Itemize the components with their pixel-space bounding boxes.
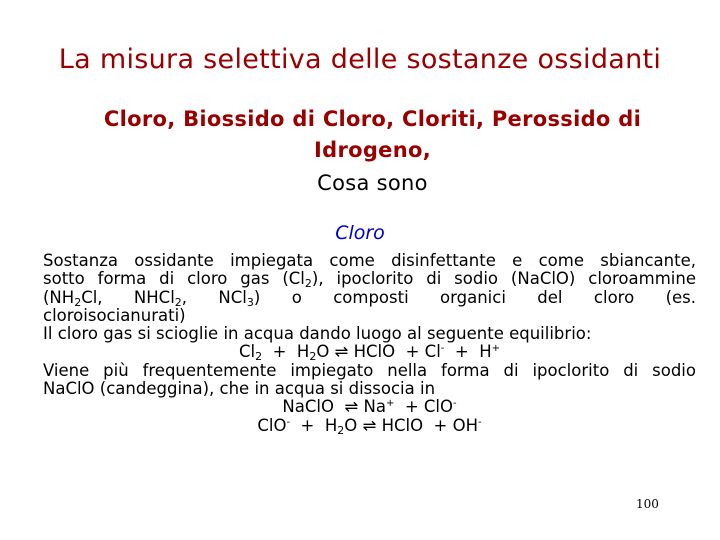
equation-hypochlorite-dissociation: NaClO ⇌ Na+ + ClO-: [282, 397, 457, 417]
paragraph-3-line-1: Viene più frequentemente impiegato nella forma di ipoclorito di sodio: [43, 360, 696, 380]
slide-subtitle: [0, 104, 720, 199]
subtitle-line-3: Cosa sono: [317, 171, 428, 195]
equation-chlorine-hydrolysis: $Cl_2 + H_2O$ ⇌ HClO + Cl- + H+: [238, 342, 500, 364]
paragraph-2: Il cloro gas si scioglie in acqua dando luogo al seguente equilibrio:: [43, 324, 592, 344]
slide-body: [43, 252, 696, 435]
paragraph-1-line-1: Sostanza ossidante impiegata come disinfettante e come sbiancante,: [43, 251, 696, 270]
paragraph-3-line-2: NaClO (candeggina), che in acqua si dissocia in: [43, 379, 436, 399]
slide-title: La misura selettiva delle sostanze ossidanti: [58, 44, 662, 75]
paragraph-1-line-3: ($NH_2Cl$, NHCl$_2$, NCl$_3$) o composti organici del cloro (es.: [43, 287, 696, 309]
subtitle-line-2: Idrogeno,: [314, 138, 431, 162]
paragraph-1-line-2: sotto forma di cloro gas $(Cl_2)$, ipoclorito di sodio (NaClO) cloroammine: [43, 269, 696, 291]
page-number: 100: [636, 497, 659, 511]
subtitle-line-1: Cloro, Biossido di Cloro, Cloriti, Perossido di: [103, 107, 642, 131]
equation-hypochlorite-hydrolysis: $ClO^- + H_2O$ ⇌ HClO + OH-: [257, 415, 482, 437]
section-heading: Cloro: [335, 222, 385, 244]
paragraph-1-line-4: cloroisocianurati): [43, 305, 186, 325]
